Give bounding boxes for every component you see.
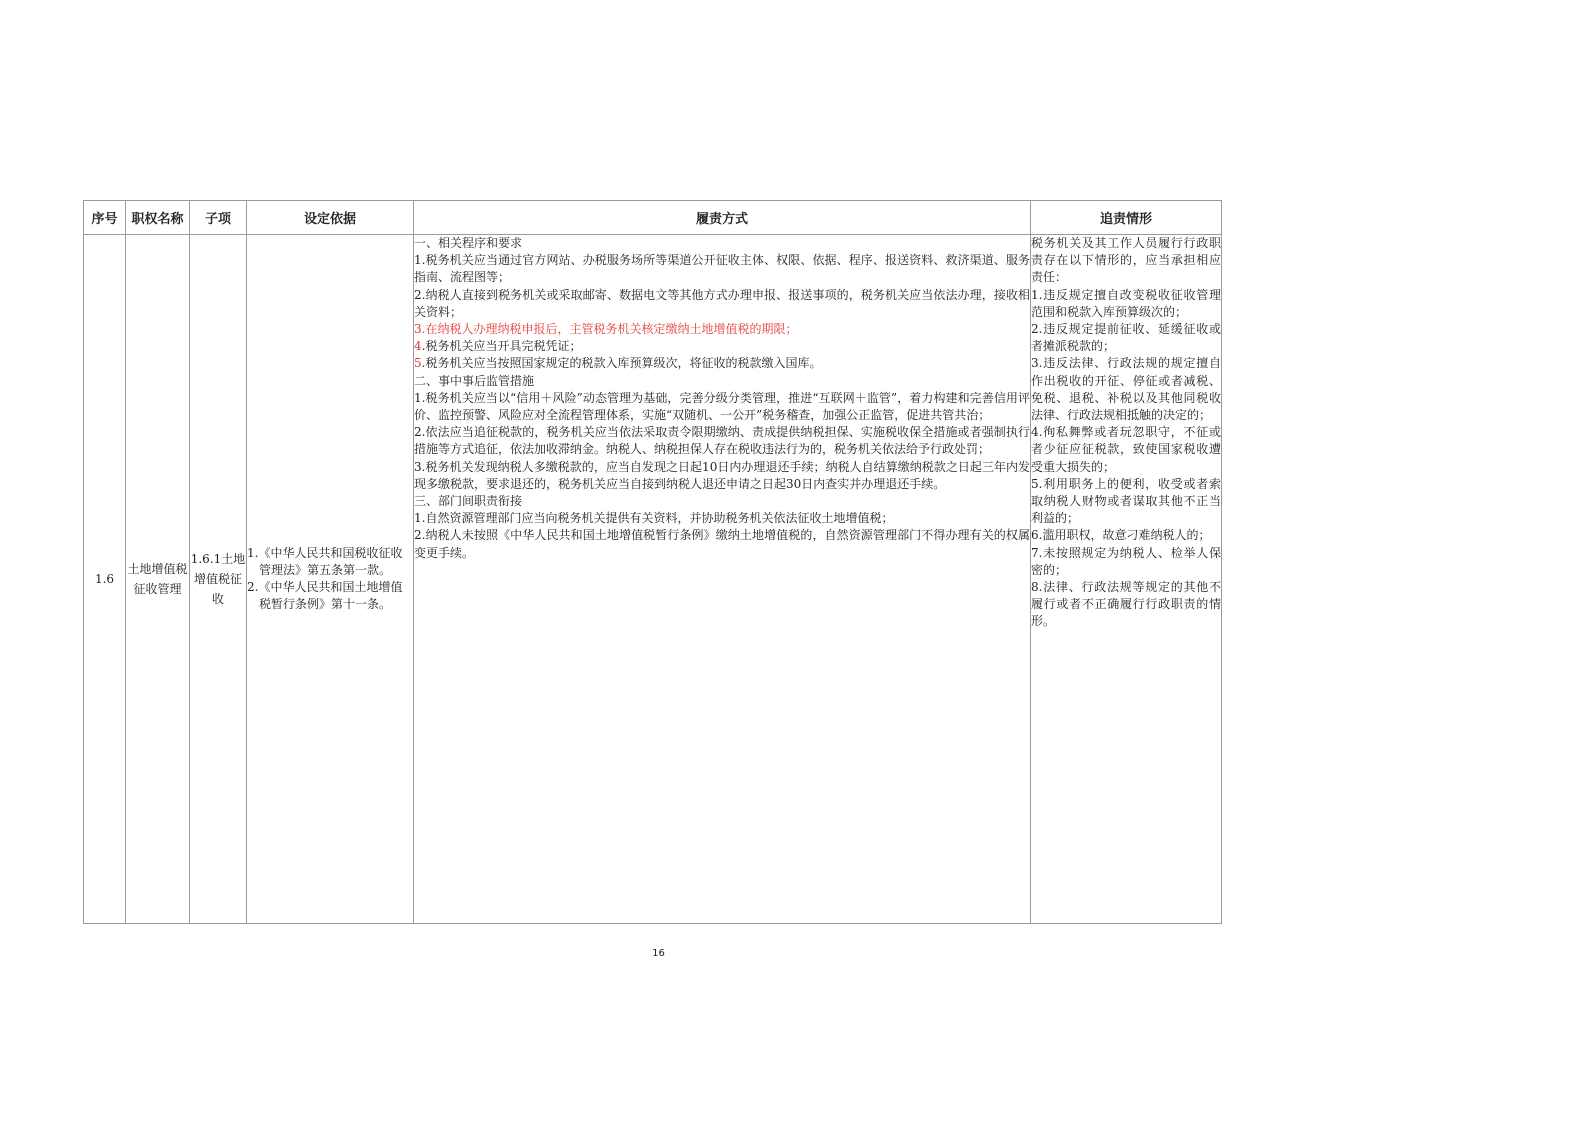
header-seq: 序号 (84, 201, 126, 235)
header-method: 履责方式 (414, 201, 1031, 235)
responsibility-item: 7.未按照规定为纳税人、检举人保密的； (1031, 545, 1221, 577)
header-basis: 设定依据 (247, 201, 414, 235)
cell-responsibility (1031, 235, 1222, 924)
table-header-row (84, 201, 1222, 235)
method-item (414, 355, 1030, 372)
method-heading: 一、相关程序和要求 (414, 236, 523, 250)
responsibility-item: 6.滥用职权，故意刁难纳税人的； (1031, 528, 1211, 543)
method-item: 1.税务机关应当以“信用＋风险”动态管理为基础，完善分级分类管理，推进“互联网＋监管”，着力构建和完善信用评价、监控预警、风险应对全流程管理体系，实施“双随机、一公开”税务稽查，加强公正监管，促进共管共治； (414, 390, 1030, 423)
method-item: 2.纳税人直接到税务机关或采取邮寄、数据电文等其他方式办理申报、报送事项的，税务机关应当依法办理，接收相关资料； (414, 287, 1030, 319)
page-number: 16 (652, 948, 665, 959)
method-item-highlighted: 3.在纳税人办理纳税申报后，主管税务机关核定缴纳土地增值税的期限； (414, 322, 798, 337)
responsibility-item: 5.利用职务上的便利，收受或者索取纳税人财物或者谋取其他不正当利益的； (1031, 476, 1221, 526)
method-item: 3.税务机关发现纳税人多缴税款的，应当自发现之日起10日内办理退还手续；纳税人自结算缴纳税款之日起三年内发现多缴税款，要求退还的，税务机关应当自接到纳税人退还申请之日起30日内查实并办理退还手续。 (414, 459, 1030, 491)
cell-method (414, 235, 1031, 924)
method-item-text: .税务机关应当开具完税凭证； (421, 339, 582, 354)
header-responsibility: 追责情形 (1031, 201, 1222, 235)
method-item: 1.自然资源管理部门应当向税务机关提供有关资料，并协助税务机关依法征收土地增值税； (414, 511, 894, 526)
method-item: 1.税务机关应当通过官方网站、办税服务场所等渠道公开征收主体、权限、依据、程序、报送资料、救济渠道、服务指南、流程图等； (414, 253, 1030, 285)
table-row (84, 235, 1222, 924)
red-number: 4 (414, 339, 422, 354)
responsibility-item: 3.违反法律、行政法规的规定擅自作出税收的开征、停征或者减税、免税、退税、补税以及其他同税收法律、行政法规相抵触的决定的； (1031, 356, 1221, 423)
method-item-text: .税务机关应当按照国家规定的税款入库预算级次，将征收的税款缴入国库。 (421, 356, 822, 371)
method-heading: 三、部门间职责衔接 (414, 494, 523, 509)
responsibility-item: 2.违反规定提前征收、延缓征收或者摊派税款的； (1031, 322, 1221, 354)
cell-name: 土地增值税征收管理 (126, 235, 190, 924)
basis-item: 2.《中华人民共和国土地增值税暂行条例》第十一条。 (247, 580, 403, 611)
responsibility-item: 8.法律、行政法规等规定的其他不履行或者不正确履行行政职责的情形。 (1031, 580, 1221, 629)
cell-subitem: 1.6.1土地增值税征收 (190, 235, 247, 924)
responsibility-item: 1.违反规定擅自改变税收征收管理范围和税款入库预算级次的； (1031, 287, 1221, 319)
header-name: 职权名称 (126, 201, 190, 235)
method-item (414, 338, 1030, 355)
cell-seq: 1.6 (84, 235, 126, 924)
duty-table (83, 200, 1222, 924)
responsibility-item: 4.徇私舞弊或者玩忽职守，不征或者少征应征税款，致使国家税收遭受重大损失的； (1031, 425, 1221, 474)
responsibility-intro: 税务机关及其工作人员履行行政职责存在以下情形的，应当承担相应责任： (1031, 236, 1221, 285)
red-number: 5 (414, 356, 422, 371)
basis-item: 1.《中华人民共和国税收征收管理法》第五条第一款。 (247, 546, 403, 577)
method-item: 2.纳税人未按照《中华人民共和国土地增值税暂行条例》缴纳土地增值税的，自然资源管理部门不得办理有关的权属变更手续。 (414, 528, 1030, 560)
method-item: 2.依法应当追征税款的，税务机关应当依法采取责令限期缴纳、责成提供纳税担保、实施税收保全措施或者强制执行措施等方式追征，依法加收滞纳金。纳税人、纳税担保人存在税收违法行为的，税务机关依法给予行政处罚； (414, 425, 1030, 457)
header-subitem: 子项 (190, 201, 247, 235)
cell-basis (247, 235, 414, 924)
method-heading: 二、事中事后监管措施 (414, 373, 535, 388)
